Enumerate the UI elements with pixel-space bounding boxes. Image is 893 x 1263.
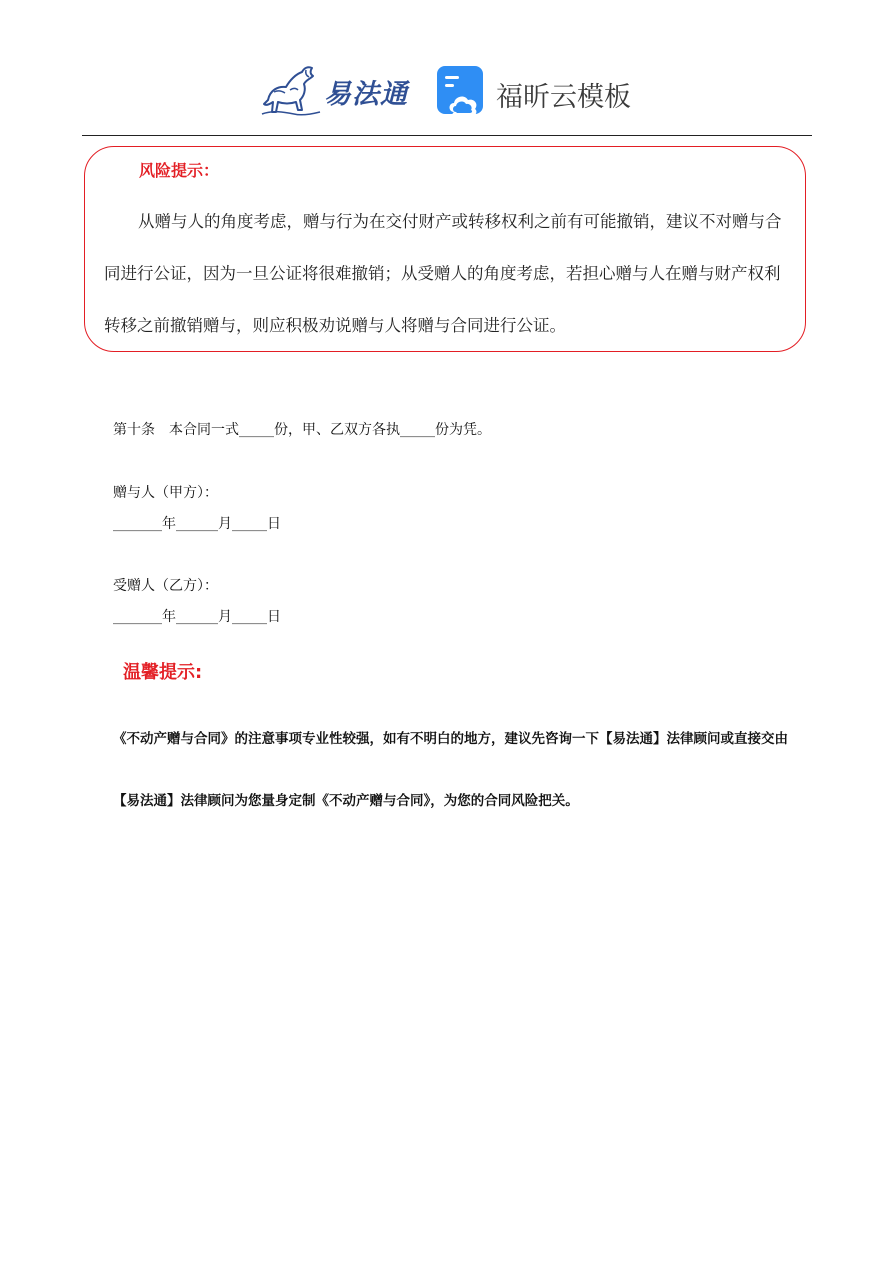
article-ten: 第十条 本合同一式_____份，甲、乙双方各执_____份为凭。	[113, 422, 491, 438]
donee-label: 受赠人（乙方）：	[113, 578, 218, 594]
yifatong-brand-text: 易法通	[324, 79, 408, 110]
header-divider	[82, 135, 812, 136]
risk-notice-body: 从赠与人的角度考虑，赠与行为在交付财产或转移权利之前有可能撤销，建议不对赠与合同进行公证，因为一旦公证将很难撤销；从受赠人的角度考虑，若担心赠与人在赠与财产权利转移之前撤销赠与，则应积极劝说赠与人将赠与合同进行公证。	[104, 212, 782, 335]
fuxin-logo	[436, 64, 646, 118]
qilin-icon	[260, 60, 322, 118]
page-header	[0, 56, 893, 122]
donor-label: 赠与人（甲方）：	[113, 485, 218, 501]
donor-date-line: _______年______月_____日	[113, 516, 281, 532]
risk-notice-box	[84, 146, 806, 352]
warm-tip-body: 《不动产赠与合同》的注意事项专业性较强，如有不明白的地方，建议先咨询一下【易法通】法律顾问或直接交由【易法通】法律顾问为您量身定制《不动产赠与合同》，为您的合同风险把关。	[113, 731, 788, 809]
fuxin-brand-text: 福昕云模板	[496, 82, 631, 113]
donee-date-line: _______年______月_____日	[113, 609, 281, 625]
risk-notice-title: 风险提示：	[139, 161, 220, 180]
yifatong-logo	[260, 60, 420, 118]
warm-tip-title: 温馨提示:	[123, 662, 203, 683]
cloud-doc-icon	[436, 64, 488, 118]
